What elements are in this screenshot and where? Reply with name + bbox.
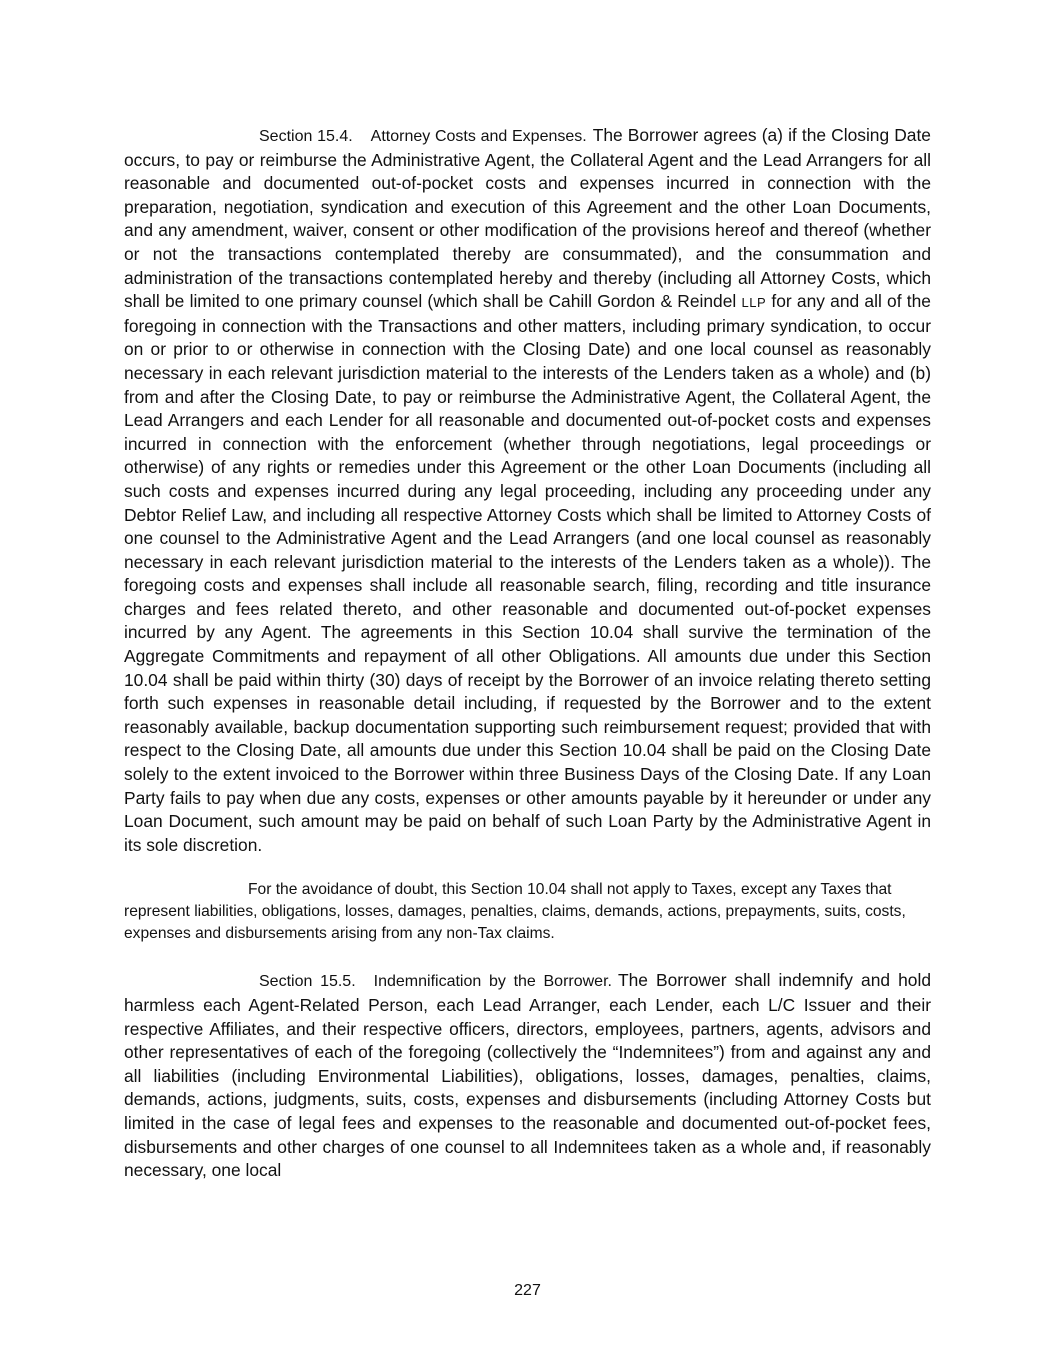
avoidance-of-doubt-note: [124, 879, 931, 945]
section-15-5-paragraph: [124, 969, 931, 1182]
section-15-5-number: Section 15.5.: [259, 973, 356, 991]
section-15-4-number: Section 15.4.: [259, 128, 353, 145]
note-text: For the avoidance of doubt, this Section 10.04 shall not apply to Taxes, except any Taxes that represent liabilities, obligations, losses, damages, penalties, claims, demands, actions, prepayments, suits, costs, expenses and disbursements arising from any non-Tax claims.: [124, 881, 906, 943]
llp-small-caps: LLP: [741, 295, 767, 311]
section-15-4-body-part1: The Borrower agrees (a) if the Closing Date occurs, to pay or reimburse the Administrative Agent, the Collateral Agent and the Lead Arrangers for all reasonable and documented out-of-pocket costs and expenses incurred in connection with the preparation, negotiation, syndication and execution of this Agreement and the other Loan Documents, and any amendment, waiver, consent or other modification of the provisions hereof and thereof (whether or not the transactions contemplated thereby are consummated), and the consummation and administration of the transactions contemplated hereby and thereby (including all Attorney Costs, which shall be limited to one primary counsel (which shall be Cahill Gordon & Reindel: [124, 125, 931, 312]
page-number: 227: [514, 1282, 541, 1299]
section-15-4-body-part2: for any and all of the foregoing in connection with the Transactions and other matters, including primary syndication, to occur on or prior to or otherwise in connection with the Closing Date) and one local counsel as reasonably necessary in each relevant jurisdiction material to the interests of the Lenders taken as a whole) and (b) from and after the Closing Date, to pay or reimburse the Administrative Agent, the Collateral Agent, the Lead Arrangers and each Lender for all reasonable and documented out-of-pocket costs and expenses incurred in connection with the enforcement (whether through negotiations, legal proceedings or otherwise) of any rights or remedies under this Agreement or the other Loan Documents (including all such costs and expenses incurred during any legal proceeding, including any proceeding under any Debtor Relief Law, and including all respective Attorney Costs which shall be limited to Attorney Costs of one counsel to the Administrative Agent and the Lead Arrangers (and one local counsel as reasonably necessary in each relevant jurisdiction material to the interests of the Lenders taken as a whole)). The foregoing costs and expenses shall include all reasonable search, filing, recording and title insurance charges and fees related thereto, and other reasonable and documented out-of-pocket expenses incurred by any Agent. The agreements in this Section 10.04 shall survive the termination of the Aggregate Commitments and repayment of all other Obligations. All amounts due under this Section 10.04 shall be paid within thirty (30) days of receipt by the Borrower of an invoice relating thereto setting forth such expenses in reasonable detail including, if requested by the Borrower and to the extent reasonably available, backup documentation supporting such reimbursement request; provided that with respect to the Closing Date, all amounts due under this Section 10.04 shall be paid on the Closing Date solely to the extent invoiced to the Borrower within three Business Days of the Closing Date. If any Loan Party fails to pay when due any costs, expenses or other amounts payable by it hereunder or under any Loan Document, such amount may be paid on behalf of such Loan Party by the Administrative Agent in its sole discretion.: [124, 291, 931, 855]
section-15-5-body: The Borrower shall indemnify and hold harmless each Agent-Related Person, each Lead Arranger, each Lender, each L/C Issuer and their respective Affiliates, and their respective officers, directors, employees, partners, agents, advisors and other representatives of each of the foregoing (collectively the “Indemnitees”) from and against any and all liabilities (including Environmental Liabilities), obligations, losses, damages, penalties, claims, demands, actions, judgments, suits, costs, expenses and disbursements (including Attorney Costs but limited in the case of legal fees and expenses to the reasonable and documented out-of-pocket fees, disbursements and other charges of one counsel to all Indemnitees taken as a whole and, if reasonably necessary, one local: [124, 970, 932, 1181]
section-15-5-title: Indemnification by the Borrower.: [373, 973, 612, 991]
document-page: [124, 124, 931, 1183]
section-15-4-paragraph: [124, 124, 931, 857]
section-15-4-title: Attorney Costs and Expenses.: [370, 128, 587, 145]
